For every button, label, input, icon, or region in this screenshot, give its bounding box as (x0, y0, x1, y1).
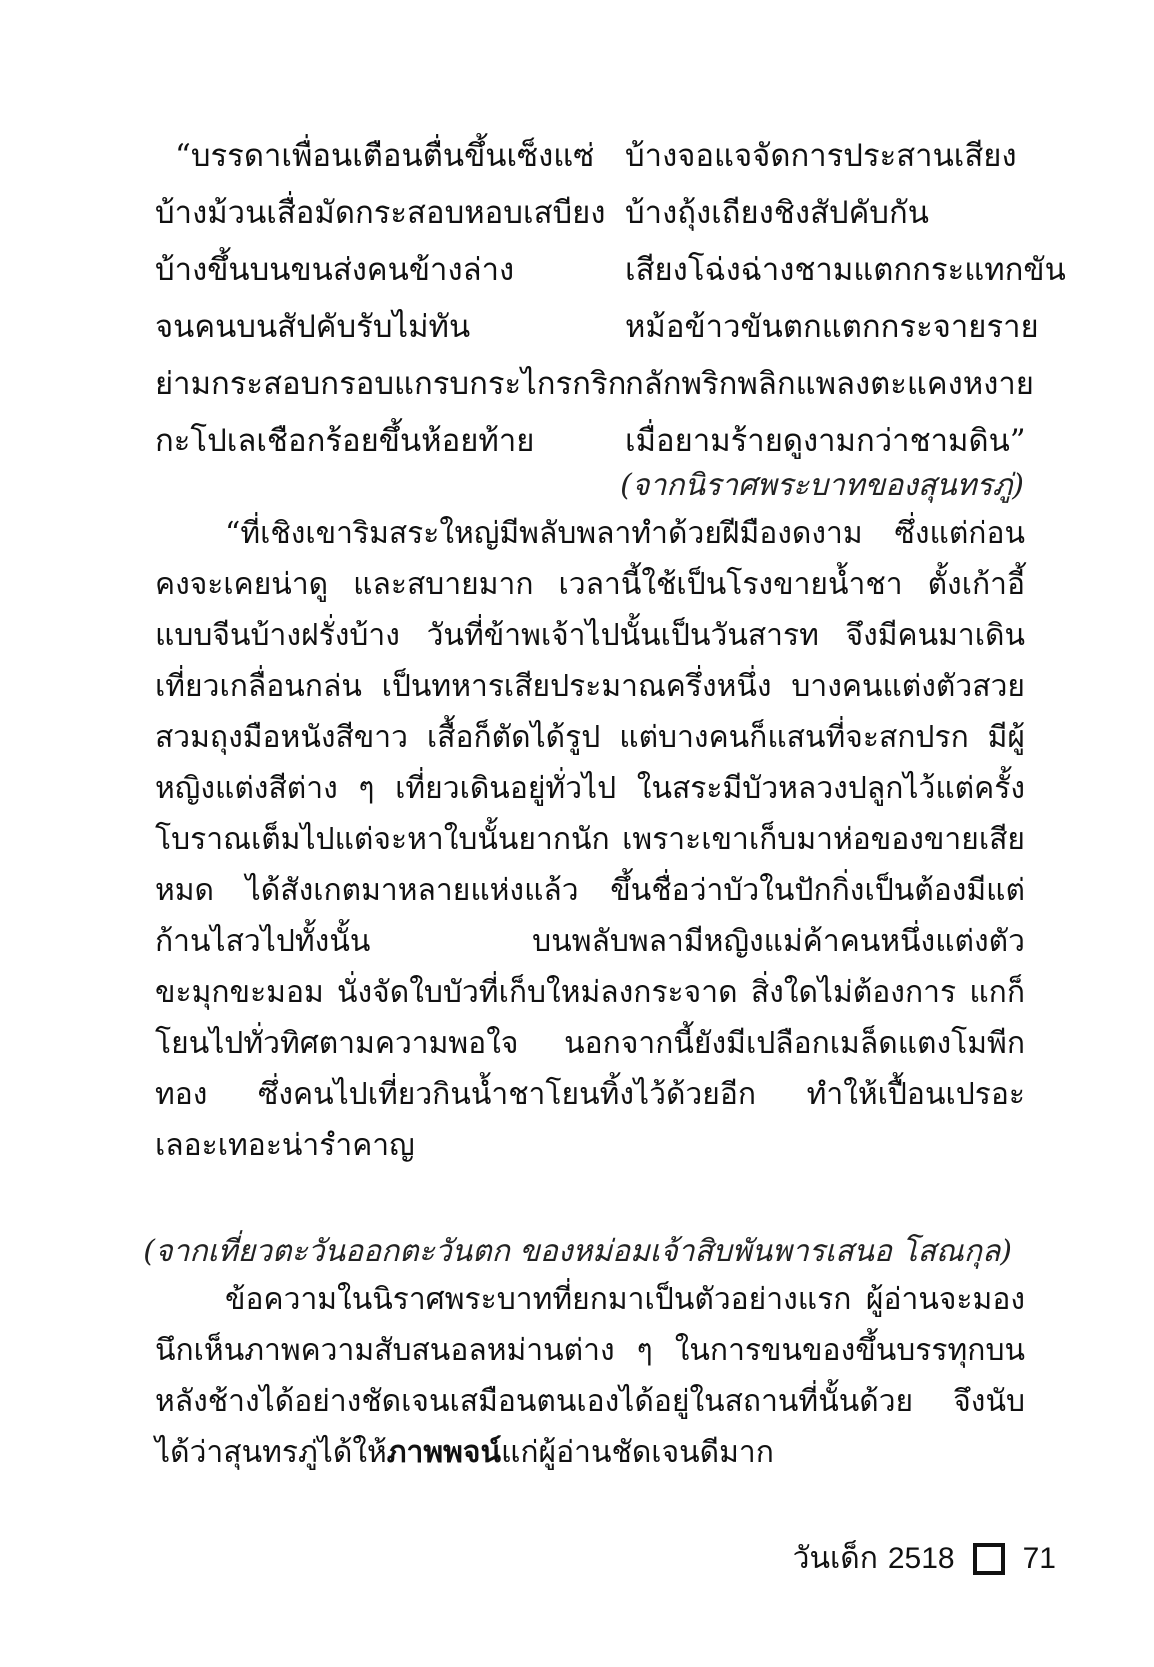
footer-year: 2518 (887, 1541, 955, 1575)
verse-right: เสียงโฉ่งฉ่างชามแตกกระแทกขัน (625, 252, 1066, 288)
footer-title: วันเด็ก (792, 1542, 878, 1575)
verse-right: บ้างถุ้งเถียงชิงสัปคับกัน (625, 195, 929, 231)
verse-left: จนคนบนสัปคับรับไม่ทัน (155, 309, 471, 345)
verse-right: เมื่อยามร้ายดูงามกว่าชามดิน” (625, 423, 1026, 459)
verse-right: บ้างจอแจจัดการประสานเสียง (625, 138, 1017, 174)
verse-row (155, 128, 1055, 185)
verse-left: กะโปเลเชือกร้อยขึ้นห้อยท้าย (155, 423, 535, 459)
poem-block (155, 128, 1066, 470)
verse-row (155, 242, 1066, 299)
verse-row (155, 356, 1055, 413)
page-footer (793, 1535, 1056, 1582)
prose-source-citation: (จากเที่ยวตะวันออกตะวันตก ของหม่อมเจ้าสิบพันพารเสนอ โสณกุล) (143, 1234, 1012, 1269)
verse-right: หม้อข้าวขันตกแตกกระจายราย (625, 309, 1039, 345)
commentary-text: ข้อความในนิราศพระบาทที่ยกมาเป็นตัวอย่างแรก ผู้อ่านจะมองนึกเห็นภาพความสับสนอลหม่านต่าง ๆ ในการขนของขึ้นบรรทุกบนหลังช้างได้อย่างชัดเจนเสมือนตนเองได้อยู่ในสถานที่นั้นด้วย จึงนับได้ว่าสุนทรภู่ได้ให้ (155, 1282, 1025, 1470)
verse-right: กลักพริกพลิกแพลงตะแคงหงาย (625, 366, 1034, 402)
square-icon (973, 1543, 1005, 1575)
commentary-bold-term: ภาพพจน์ (386, 1435, 502, 1470)
verse-left: บ้างขึ้นบนขนส่งคนข้างล่าง (155, 252, 515, 288)
verse-row (155, 185, 1055, 242)
prose-excerpt-paragraph: “ที่เชิงเขาริมสระใหญ่มีพลับพลาทำด้วยฝีมืองดงาม ซึ่งแต่ก่อนคงจะเคยน่าดู และสบายมาก เวลานี้ใช้เป็นโรงขายน้ำชา ตั้งเก้าอี้แบบจีนบ้างฝรั่งบ้าง วันที่ข้าพเจ้าไปนั้นเป็นวันสารท จึงมีคนมาเดินเที่ยวเกลื่อนกล่น เป็นทหารเสียประมาณครึ่งหนึ่ง บางคนแต่งตัวสวยสวมถุงมือหนังสีขาว เสื้อก็ตัดได้รูป แต่บางคนก็แสนที่จะสกปรก มีผู้หญิงแต่งสีต่าง ๆ เที่ยวเดินอยู่ทั่วไป ในสระมีบัวหลวงปลูกไว้แต่ครั้งโบราณเต็มไปแต่จะหาใบนั้นยากนัก เพราะเขาเก็บมาห่อของขายเสียหมด ได้สังเกตมาหลายแห่งแล้ว ขึ้นชื่อว่าบัวในปักกิ่งเป็นต้องมีแต่ก้านไสวไปทั้งนั้น บนพลับพลามีหญิงแม่ค้าคนหนึ่งแต่งตัวขะมุกขะมอม นั่งจัดใบบัวที่เก็บใหม่ลงกระจาด สิ่งใดไม่ต้องการ แกก็โยนไปทั่วทิศตามความพอใจ นอกจากนี้ยังมีเปลือกเมล็ดแตงโมพีกทอง ซึ่งคนไปเที่ยวกินน้ำชาโยนทิ้งไว้ด้วยอีก ทำให้เปื้อนเปรอะเลอะเทอะน่ารำคาญ (155, 516, 1025, 1163)
page-number: 71 (1022, 1541, 1056, 1575)
verse-row (155, 299, 1055, 356)
poem-source-citation: (จากนิราศพระบาทของสุนทรภู่) (620, 468, 1024, 503)
commentary-text-end: แก่ผู้อ่านชัดเจนดีมาก (501, 1435, 774, 1470)
verse-left: ย่ามกระสอบกรอบแกรบกระไกรกริก (155, 366, 627, 402)
verse-left: “บรรดาเพื่อนเตือนตื่นขึ้นเซ็งแซ่ (175, 138, 595, 174)
verse-left: บ้างม้วนเสื่อมัดกระสอบหอบเสบียง (155, 195, 606, 231)
commentary-paragraph (155, 1274, 1025, 1478)
